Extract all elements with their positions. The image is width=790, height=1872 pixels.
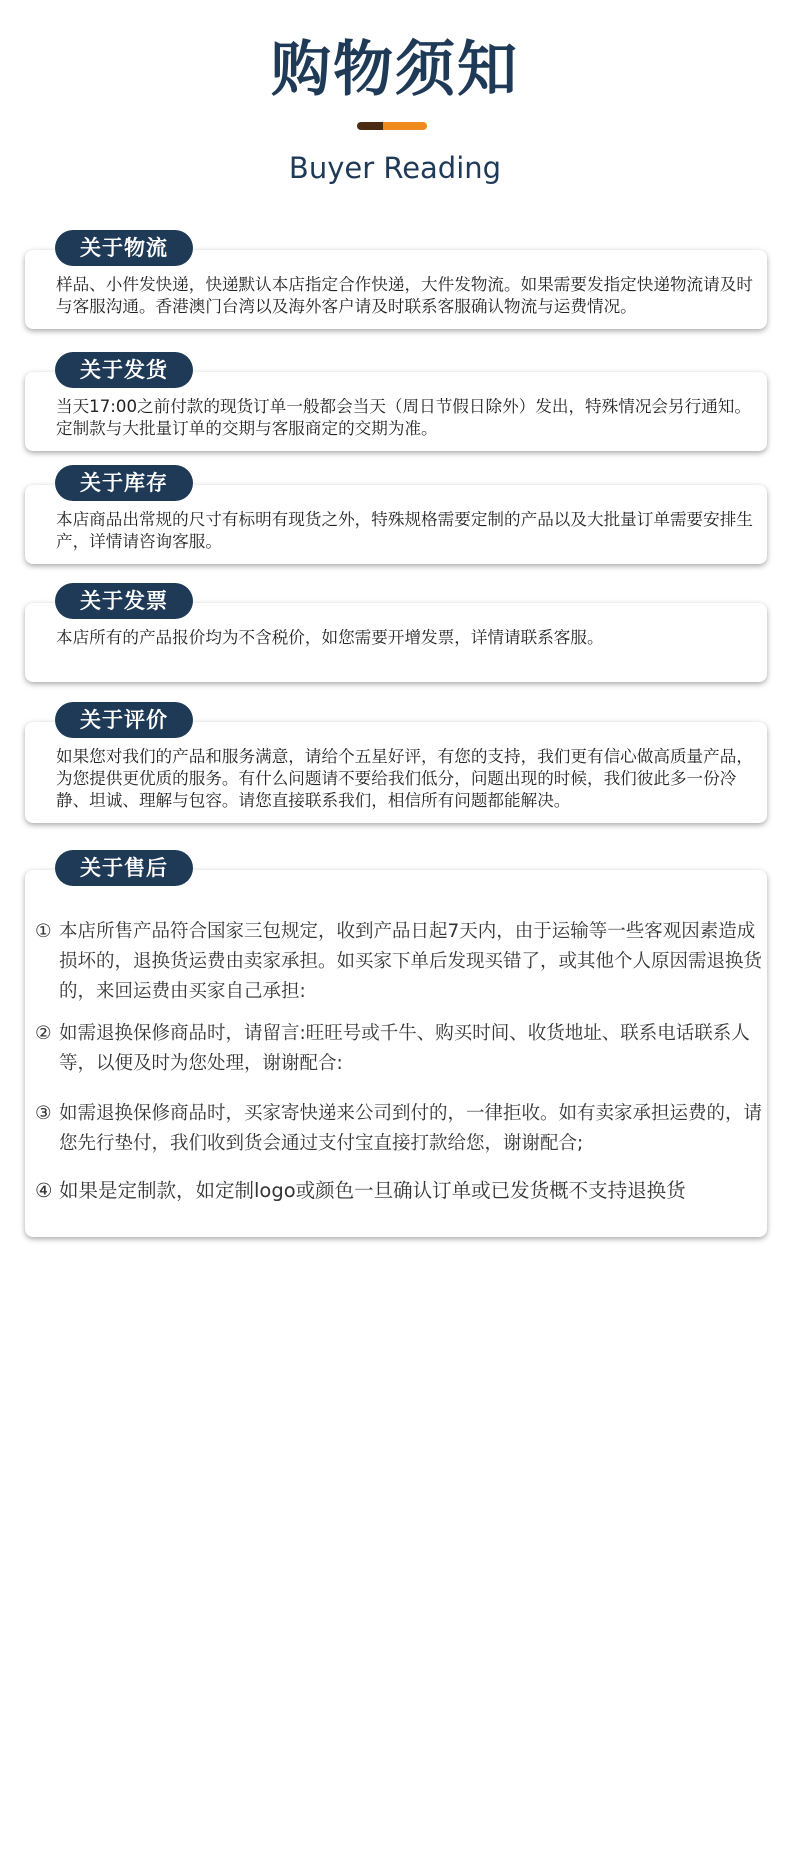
item-text: 如需退换保修商品时，买家寄快递来公司到付的，一律拒收。如有卖家承担运费的，请您先行垫付，我们收到货会通过支付宝直接打款给您，谢谢配合;	[59, 1103, 763, 1154]
item-number: ④	[35, 1179, 53, 1202]
section-label-after-sales: 关于售后	[55, 850, 193, 886]
section-label-shipping: 关于发货	[55, 352, 193, 388]
after-sales-item-2	[35, 1019, 764, 1079]
item-text: 本店所售产品符合国家三包规定，收到产品日起7天内，由于运输等一些客观因素造成损坏的，退换货运费由卖家承担。如买家下单后发现买错了，或其他个人原因需退换货的，来回运费由买家自己承担:	[59, 921, 763, 1002]
page-subtitle: Buyer Reading	[288, 151, 502, 185]
section-text-inventory: 本店商品出常规的尺寸有标明有现货之外，特殊规格需要定制的产品以及大批量订单需要安排生产，详情请咨询客服。	[56, 510, 753, 551]
item-text: 如需退换保修商品时，请留言:旺旺号或千牛、购买时间、收货地址、联系电话联系人等，以便及时为您处理，谢谢配合:	[59, 1023, 750, 1074]
after-sales-item-3	[35, 1099, 764, 1159]
item-text: 如果是定制款，如定制logo或颜色一旦确认订单或已发货概不支持退换货	[59, 1179, 686, 1202]
item-number: ③	[35, 1103, 52, 1124]
item-number: ①	[35, 921, 52, 942]
section-label-logistics: 关于物流	[55, 230, 193, 266]
page-title: 购物须知	[271, 35, 519, 105]
section-text-logistics: 样品、小件发快递，快递默认本店指定合作快递，大件发物流。如果需要发指定快递物流请及时与客服沟通。香港澳门台湾以及海外客户请及时联系客服确认物流与运费情况。	[56, 275, 753, 316]
section-text-invoice: 本店所有的产品报价均为不含税价，如您需要开增发票，详情请联系客服。	[56, 628, 604, 647]
page-header	[0, 0, 790, 200]
after-sales-item-4	[35, 1176, 764, 1206]
section-label-review: 关于评价	[55, 702, 193, 738]
title-accent-bar	[357, 122, 427, 130]
section-text-review: 如果您对我们的产品和服务满意，请给个五星好评，有您的支持，我们更有信心做高质量产品，为您提供更优质的服务。有什么问题请不要给我们低分，问题出现的时候，我们彼此多一份冷静、坦诚、理解与包容。请您直接联系我们，相信所有问题都能解决。	[56, 747, 753, 810]
section-text-shipping: 当天17:00之前付款的现货订单一般都会当天（周日节假日除外）发出，特殊情况会另行通知。定制款与大批量订单的交期与客服商定的交期为准。	[56, 397, 751, 438]
accent-segment-orange	[383, 122, 427, 130]
section-label-inventory: 关于库存	[55, 465, 193, 501]
accent-segment-dark	[357, 122, 383, 130]
item-number: ②	[35, 1023, 52, 1044]
after-sales-item-1	[35, 917, 764, 1007]
section-label-invoice: 关于发票	[55, 583, 193, 619]
